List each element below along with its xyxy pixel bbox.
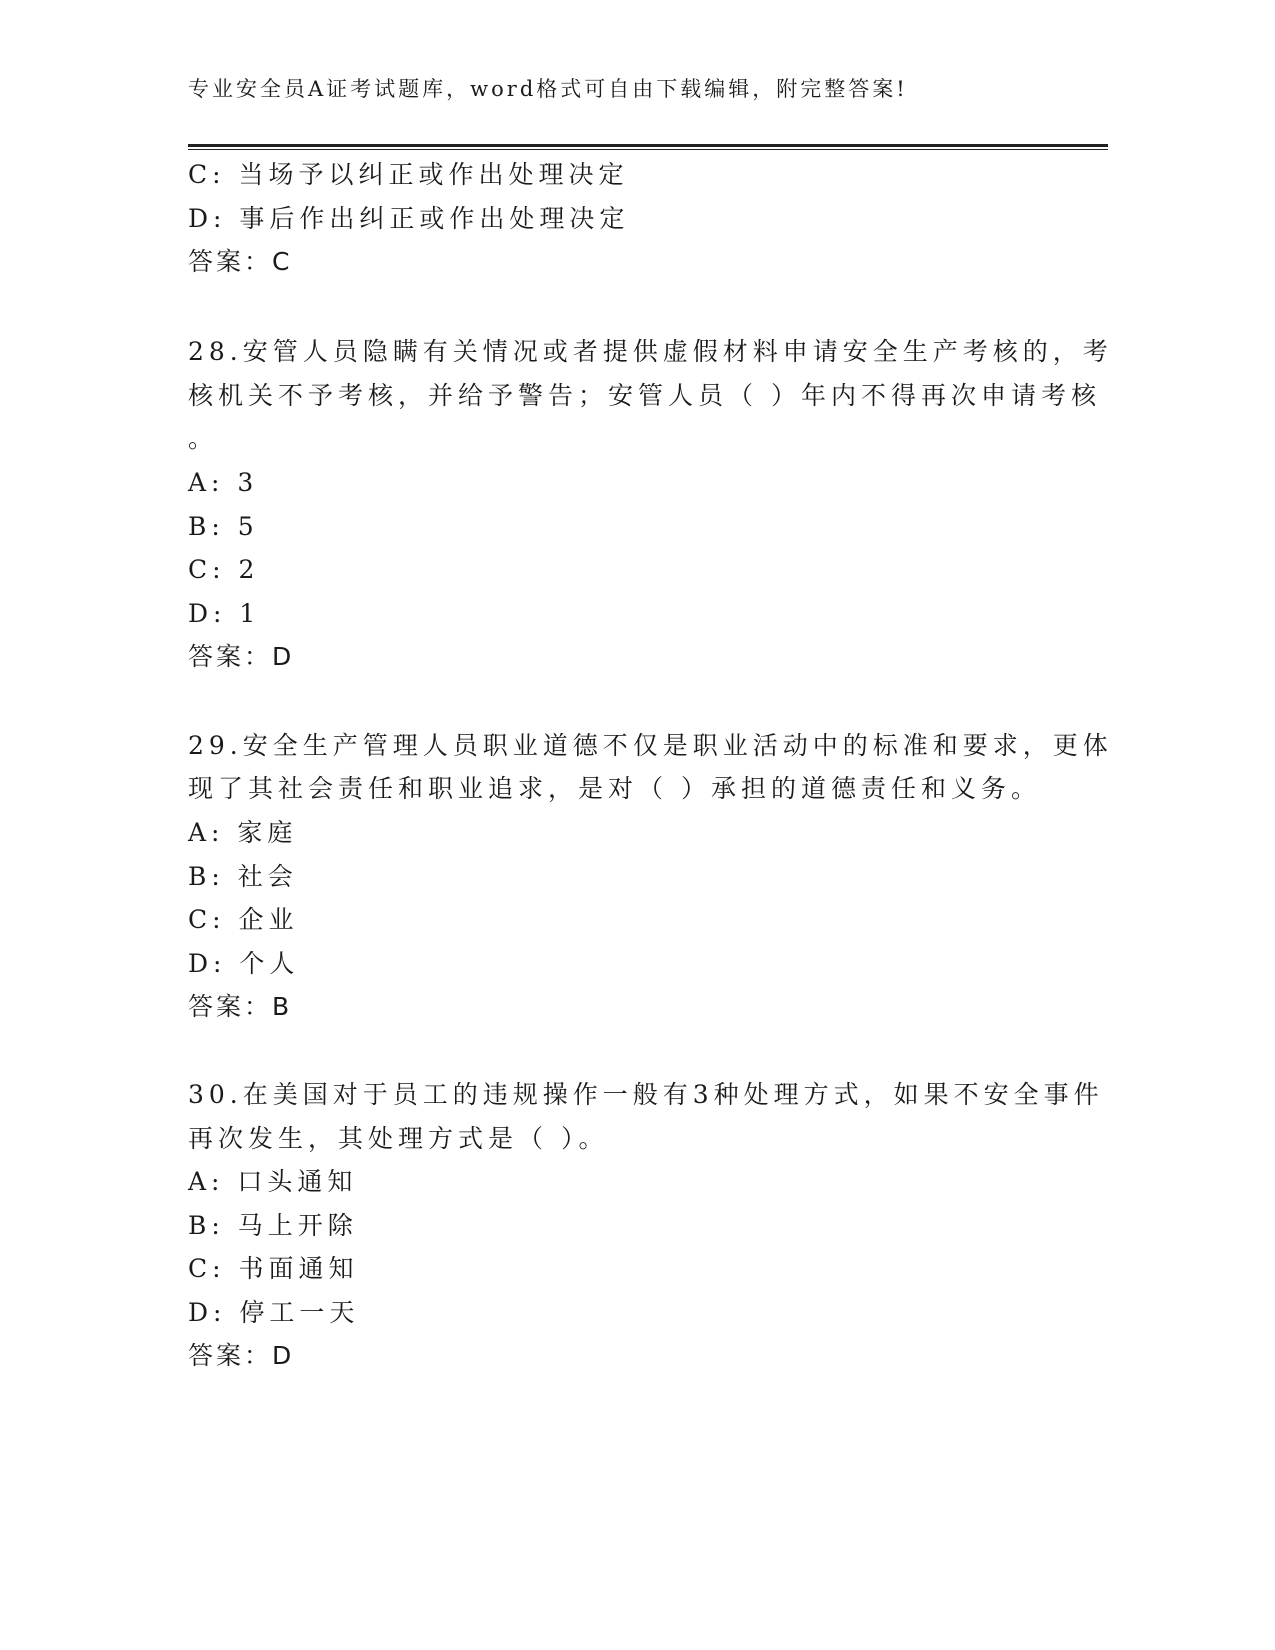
q29-stem-line-2: 现了其社会责任和职业追求，是对（ ）承担的道德责任和义务。	[188, 774, 1041, 803]
q29-stem-line-1: 29.安全生产管理人员职业道德不仅是职业活动中的标准和要求，更体	[188, 731, 1113, 760]
prev-option-d: D: 事后作出纠正或作出处理决定	[188, 204, 630, 233]
q28-option-c: C: 2	[188, 555, 260, 584]
q29-option-b: B: 社会	[188, 862, 298, 891]
q29-option-d: D: 个人	[188, 949, 300, 978]
q30-option-c: C: 书面通知	[188, 1254, 359, 1283]
header-rule-thin	[188, 149, 1108, 150]
document-header: 专业安全员A证考试题库，word格式可自由下载编辑，附完整答案!	[188, 77, 908, 101]
q29-option-c: C: 企业	[188, 905, 299, 934]
q30-answer: 答案：D	[188, 1341, 295, 1370]
header-rule-thick	[188, 144, 1108, 147]
q28-option-b: B: 5	[188, 512, 259, 541]
q30-option-a: A: 口头通知	[188, 1167, 358, 1196]
q30-option-d: D: 停工一天	[188, 1298, 360, 1327]
prev-answer: 答案：C	[188, 247, 293, 276]
q28-stem-line-3: 。	[188, 424, 219, 453]
q29-answer: 答案：B	[188, 992, 293, 1021]
q28-stem-line-1: 28.安管人员隐瞒有关情况或者提供虚假材料申请安全生产考核的，考	[188, 337, 1113, 366]
q29-option-a: A: 家庭	[188, 818, 298, 847]
q28-option-a: A: 3	[188, 468, 259, 497]
q30-option-b: B: 马上开除	[188, 1211, 358, 1240]
q28-option-d: D: 1	[188, 599, 261, 628]
q30-stem-line-1: 30.在美国对于员工的违规操作一般有3种处理方式，如果不安全事件	[188, 1080, 1104, 1109]
prev-option-c: C: 当场予以纠正或作出处理决定	[188, 160, 629, 189]
q30-stem-line-2: 再次发生，其处理方式是（ ）。	[188, 1124, 609, 1153]
q28-stem-line-2: 核机关不予考核，并给予警告；安管人员（ ）年内不得再次申请考核	[188, 381, 1101, 410]
q28-answer: 答案：D	[188, 642, 295, 671]
